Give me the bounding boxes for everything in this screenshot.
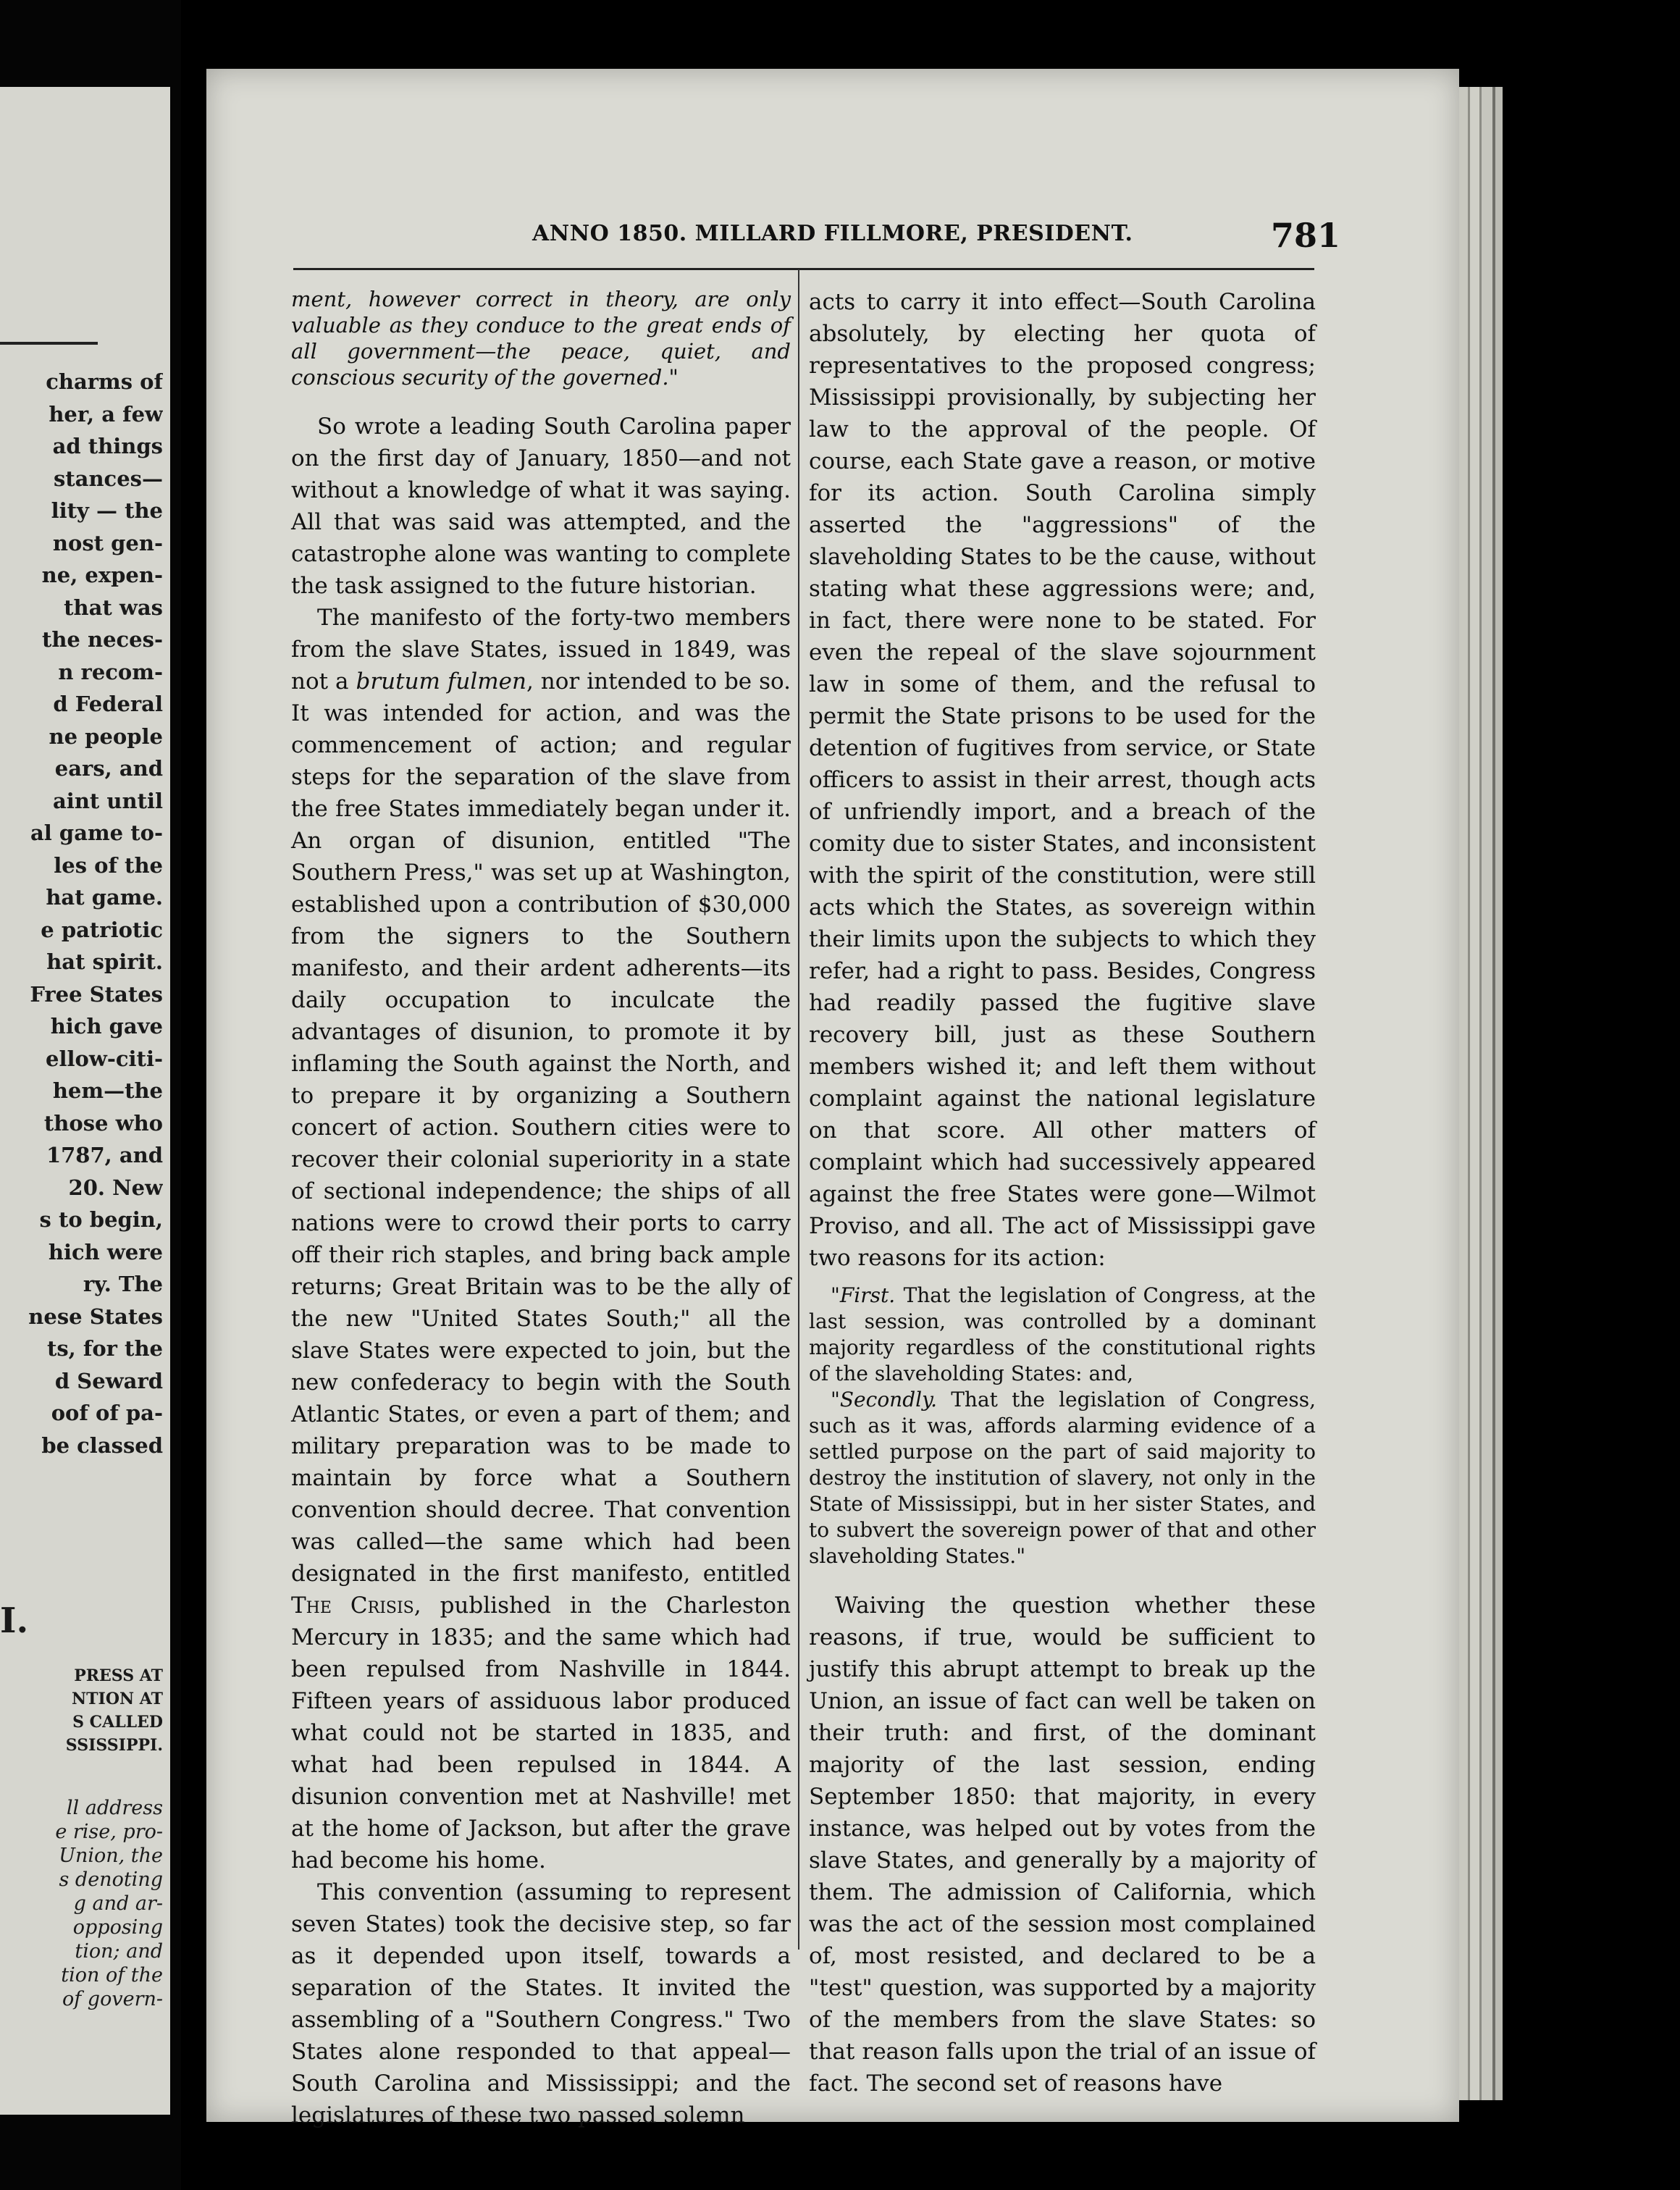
previous-page-line: lity — the <box>51 498 163 523</box>
previous-page-line: nese States <box>28 1304 163 1329</box>
previous-page-line: stances— <box>53 466 163 491</box>
previous-page-line: ad things <box>52 434 163 458</box>
previous-page-line: Free States <box>30 981 163 1007</box>
previous-page-caps-line: PRESS AT <box>74 1666 163 1685</box>
previous-page-heading: I. <box>0 1600 29 1641</box>
previous-page-caps-line: S CALLED <box>72 1713 163 1732</box>
previous-page-line: her, a few <box>49 401 163 427</box>
right-column <box>809 286 1316 2099</box>
previous-page-italic-line: g and ar- <box>73 1892 163 1915</box>
block-quote: "Secondly. That the legislation of Congress, such as it was, affords alarming evidence of a settled purpose on the part of said majority to destroy the institution of slavery, not only in the State of Mississippi, but in her sister States, and to subvert the sovereign power of that and other slaveholding States." <box>809 1388 1316 1568</box>
previous-page-line: d Seward <box>54 1368 163 1393</box>
previous-page-text <box>4 366 163 1461</box>
previous-page-italic-line: opposing <box>72 1916 163 1939</box>
previous-page-line: n recom- <box>58 659 163 684</box>
previous-page-line: that was <box>64 595 163 620</box>
previous-page-italic-line: tion of the <box>61 1964 163 1986</box>
previous-page-italic-line: Union, the <box>59 1845 163 1867</box>
previous-page-italic-line: of govern- <box>62 1988 163 2010</box>
page-number: 781 <box>1271 216 1341 255</box>
previous-page-caps-line: SSISSIPPI. <box>65 1736 163 1755</box>
previous-page-line: hich were <box>48 1239 163 1264</box>
previous-page-italic-line: e rise, pro- <box>55 1821 163 1843</box>
previous-page-line: al game to- <box>30 821 163 845</box>
previous-page-caps-heading <box>4 1664 163 1757</box>
opening-quote: ment, however correct in theory, are only valuable as they conduce to the great ends of all government—the peace, quiet, and conscious security of the governed." <box>291 287 791 390</box>
previous-page-line: hat spirit. <box>46 949 163 974</box>
previous-page-italic-line: tion; and <box>75 1940 163 1963</box>
previous-page-line: les of the <box>54 852 163 878</box>
previous-page-line: d Federal <box>53 692 163 716</box>
paragraph: So wrote a leading South Carolina paper on the first day of January, 1850—and not without a knowledge of what it was saying. All that was said was attempted, and the catastrophe alone was wanting to complete the task assigned to the future historian. <box>291 414 791 599</box>
paragraph: acts to carry it into effect—South Carolina absolutely, by electing her quota of representatives to the proposed congress; Mississippi provisionally, by subjecting her law to the approval of the people. Of course, each State gave a reason, or motive for its action. South Carolina simply asserted the "aggressions" of the slaveholding States to be the cause, without stating what these aggressions were; and, in fact, there were none to be stated. For even the repeal of the slave sojournment law in some of them, and the refusal to permit the State prisons to be used for the detention of fugitives from service, or State officers to assist in their arrest, though acts of unfriendly import, and a breach of the comity due to sister States, and inconsistent with the spirit of the constitution, were still acts which the States, as sovereign within their limits upon the subjects to which they refer, had a right to pass. Besides, Congress had readily passed the fugitive slave recovery bill, just as these Southern members wished it; and left them without complaint against the national legislature on that score. All other matters of complaint which had successively appeared against the free States were gone—Wilmot Proviso, and all. The act of Mississippi gave two reasons for its action: <box>809 289 1316 1271</box>
previous-page-line: hich gave <box>50 1014 163 1039</box>
previous-page-line: nost gen- <box>52 530 163 555</box>
running-head: ANNO 1850. MILLARD FILLMORE, PRESIDENT. <box>532 221 1133 246</box>
previous-page-line: ne, expen- <box>41 563 163 587</box>
left-column <box>291 286 791 2131</box>
previous-page-line: e patriotic <box>41 917 163 942</box>
previous-page-line: ellow-citi- <box>46 1046 163 1071</box>
previous-page-line: aint until <box>53 788 163 813</box>
paragraph: The manifesto of the forty-two members from the slave States, issued in 1849, was not a brutum fulmen, nor intended to be so. It was intended for action, and was the commencement of action; and regular steps for the separation of the slave from the free States immediately began under it. An organ of disunion, entitled "The Southern Press," was set up at Washington, established upon a contribution of $30,000 from the signers to the Southern manifesto, and their ardent adherents—its daily occupation to inculcate the advantages of disunion, to promote it by inflaming the South against the North, and to prepare it by organizing a Southern concert of action. Southern cities were to recover their colonial superiority in a state of sectional independence; the ships of all nations were to crowd their ports to carry off their rich staples, and bring back ample returns; Great Britain was to be the ally of the new "United States South;" all the slave States were expected to join, but the new confederacy to begin with the South Atlantic States, or even a part of them; and military preparation was to be made to maintain by force what a Southern convention should decree. That convention was called—the same which had been designated in the first manifesto, entitled The Crisis, published in the Charleston Mercury in 1835; and the same which had been repulsed from Nashville in 1844. Fifteen years of assiduous labor produced what could not be started in 1835, and what had been repulsed in 1844. A disunion convention met at Nashville! met at the home of Jackson, but after the grave had become his home. <box>291 605 791 1874</box>
previous-page-line: s to begin, <box>39 1207 163 1232</box>
page-edges <box>1459 87 1503 2100</box>
block-quote: "First. That the legislation of Congress, at the last session, was controlled by a dominant majority regardless of the constitutional rights of the slaveholding States: and, <box>809 1283 1316 1385</box>
previous-page-line: hem—the <box>52 1078 163 1103</box>
previous-page-line: ry. The <box>83 1272 163 1296</box>
previous-page-line: ne people <box>49 723 163 749</box>
publication-title: The Crisis <box>291 1593 414 1619</box>
previous-page-line: be classed <box>41 1432 163 1458</box>
previous-page-italic-summary <box>4 1796 163 2011</box>
previous-page-line: 1787, and <box>46 1143 163 1167</box>
previous-page-fragment <box>0 87 170 2115</box>
header-rule <box>293 268 1314 270</box>
previous-page-line: those who <box>43 1110 163 1136</box>
previous-page-line: the neces- <box>41 627 163 652</box>
column-divider <box>798 269 799 1950</box>
paragraph: Waiving the question whether these reasons, if true, would be sufficient to justify this abrupt attempt to break up the Union, an issue of fact can well be taken on their truth: and first, of the dominant majority of the last session, ending September 1850: that majority, in every instance, was helped out by votes from the slave States, and generally by a majority of them. The admission of California, which was the act of the session most complained of, most resisted, and declared to be a "test" question, was supported by a majority of the members from the slave States: so that reason falls upon the trial of an issue of fact. The second set of reasons have <box>809 1593 1316 2097</box>
previous-page-line: 20. New <box>68 1175 163 1200</box>
previous-page-line: ears, and <box>54 756 163 781</box>
paragraph: This convention (assuming to represent seven States) took the decisive step, so far as it depended upon itself, towards a separation of the States. It invited the assembling of a "Southern Congress." Two States alone responded to that appeal—South Carolina and Mississippi; and the legislatures of these two passed solemn <box>291 1879 791 2128</box>
previous-page-rule <box>0 342 98 345</box>
previous-page-italic-line: s denoting <box>59 1868 163 1891</box>
previous-page-line: charms of <box>46 369 163 394</box>
previous-page-italic-line: ll address <box>66 1797 163 1819</box>
previous-page-caps-line: NTION AT <box>72 1690 163 1708</box>
previous-page-line: hat game. <box>46 885 163 910</box>
previous-page-line: oof of pa- <box>51 1401 163 1425</box>
latin-phrase: brutum fulmen <box>356 668 526 695</box>
previous-page-line: ts, for the <box>46 1336 163 1361</box>
